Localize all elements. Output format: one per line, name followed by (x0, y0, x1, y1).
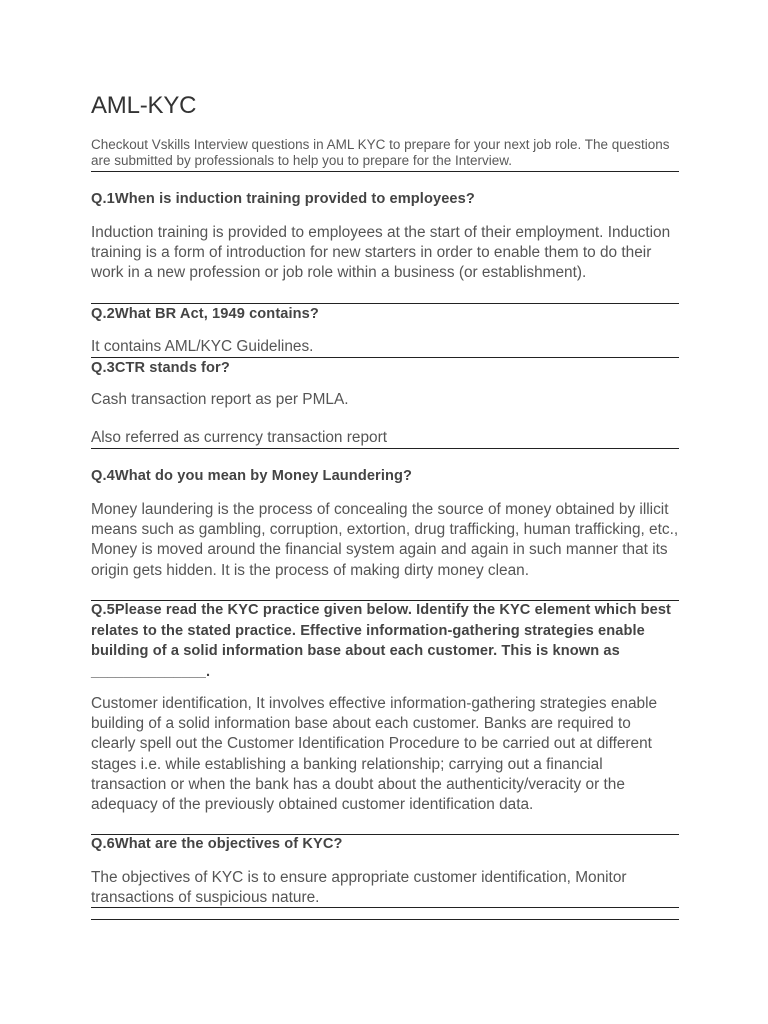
answer-2: It contains AML/KYC Guidelines. (91, 338, 314, 355)
intro-text: Checkout Vskills Interview questions in AML KYC to prepare for your next job role. The questions are submitted by professionals to help you to prepare for the Interview. (91, 137, 670, 168)
question-2: Q.2What BR Act, 1949 contains? (91, 306, 319, 322)
divider (91, 919, 679, 920)
answer-6: The objectives of KYC is to ensure appropriate customer identification, Monitor transactions of suspicious nature. (91, 869, 627, 907)
question-4: Q.4What do you mean by Money Laundering? (91, 468, 413, 484)
answer-5: Customer identification, It involves effective information-gathering strategies enable building of a solid information base about each customer. Banks are required to clearly spell out the Customer Identification Procedure to be carried out at different stages i.e. while establishing a banking relationship; carrying out a financial transaction or when the bank has a doubt about the authenticity/veracity or the adequacy of the previously obtained customer identification data. (91, 695, 658, 814)
divider (91, 171, 679, 172)
question-6: Q.6What are the objectives of KYC? (91, 836, 343, 852)
divider (91, 907, 679, 908)
answer-1: Induction training is provided to employees at the start of their employment. Induction training is a form of introduction for new starters in order to enable them to do their work in a new profession or job role within a business (or establishment). (91, 224, 671, 282)
page-title: AML-KYC (91, 92, 197, 119)
question-3: Q.3CTR stands for? (91, 360, 230, 376)
answer-4: Money laundering is the process of concealing the source of money obtained by illicit means such as gambling, corruption, extortion, drug trafficking, human trafficking, etc., Money is moved around the financial system again and again in such manner that its origin gets hidden. It is the process of making dirty money clean. (91, 501, 679, 579)
question-1: Q.1When is induction training provided to employees? (91, 191, 475, 207)
answer-3: Cash transaction report as per PMLA. (91, 391, 349, 408)
divider (91, 448, 679, 449)
answer-3-extra: Also referred as currency transaction report (91, 429, 387, 446)
question-5: Q.5Please read the KYC practice given below. Identify the KYC element which best relates to the stated practice. Effective information-gathering strategies enable building of a solid information base about each customer. This is known as ______________. (91, 602, 672, 680)
